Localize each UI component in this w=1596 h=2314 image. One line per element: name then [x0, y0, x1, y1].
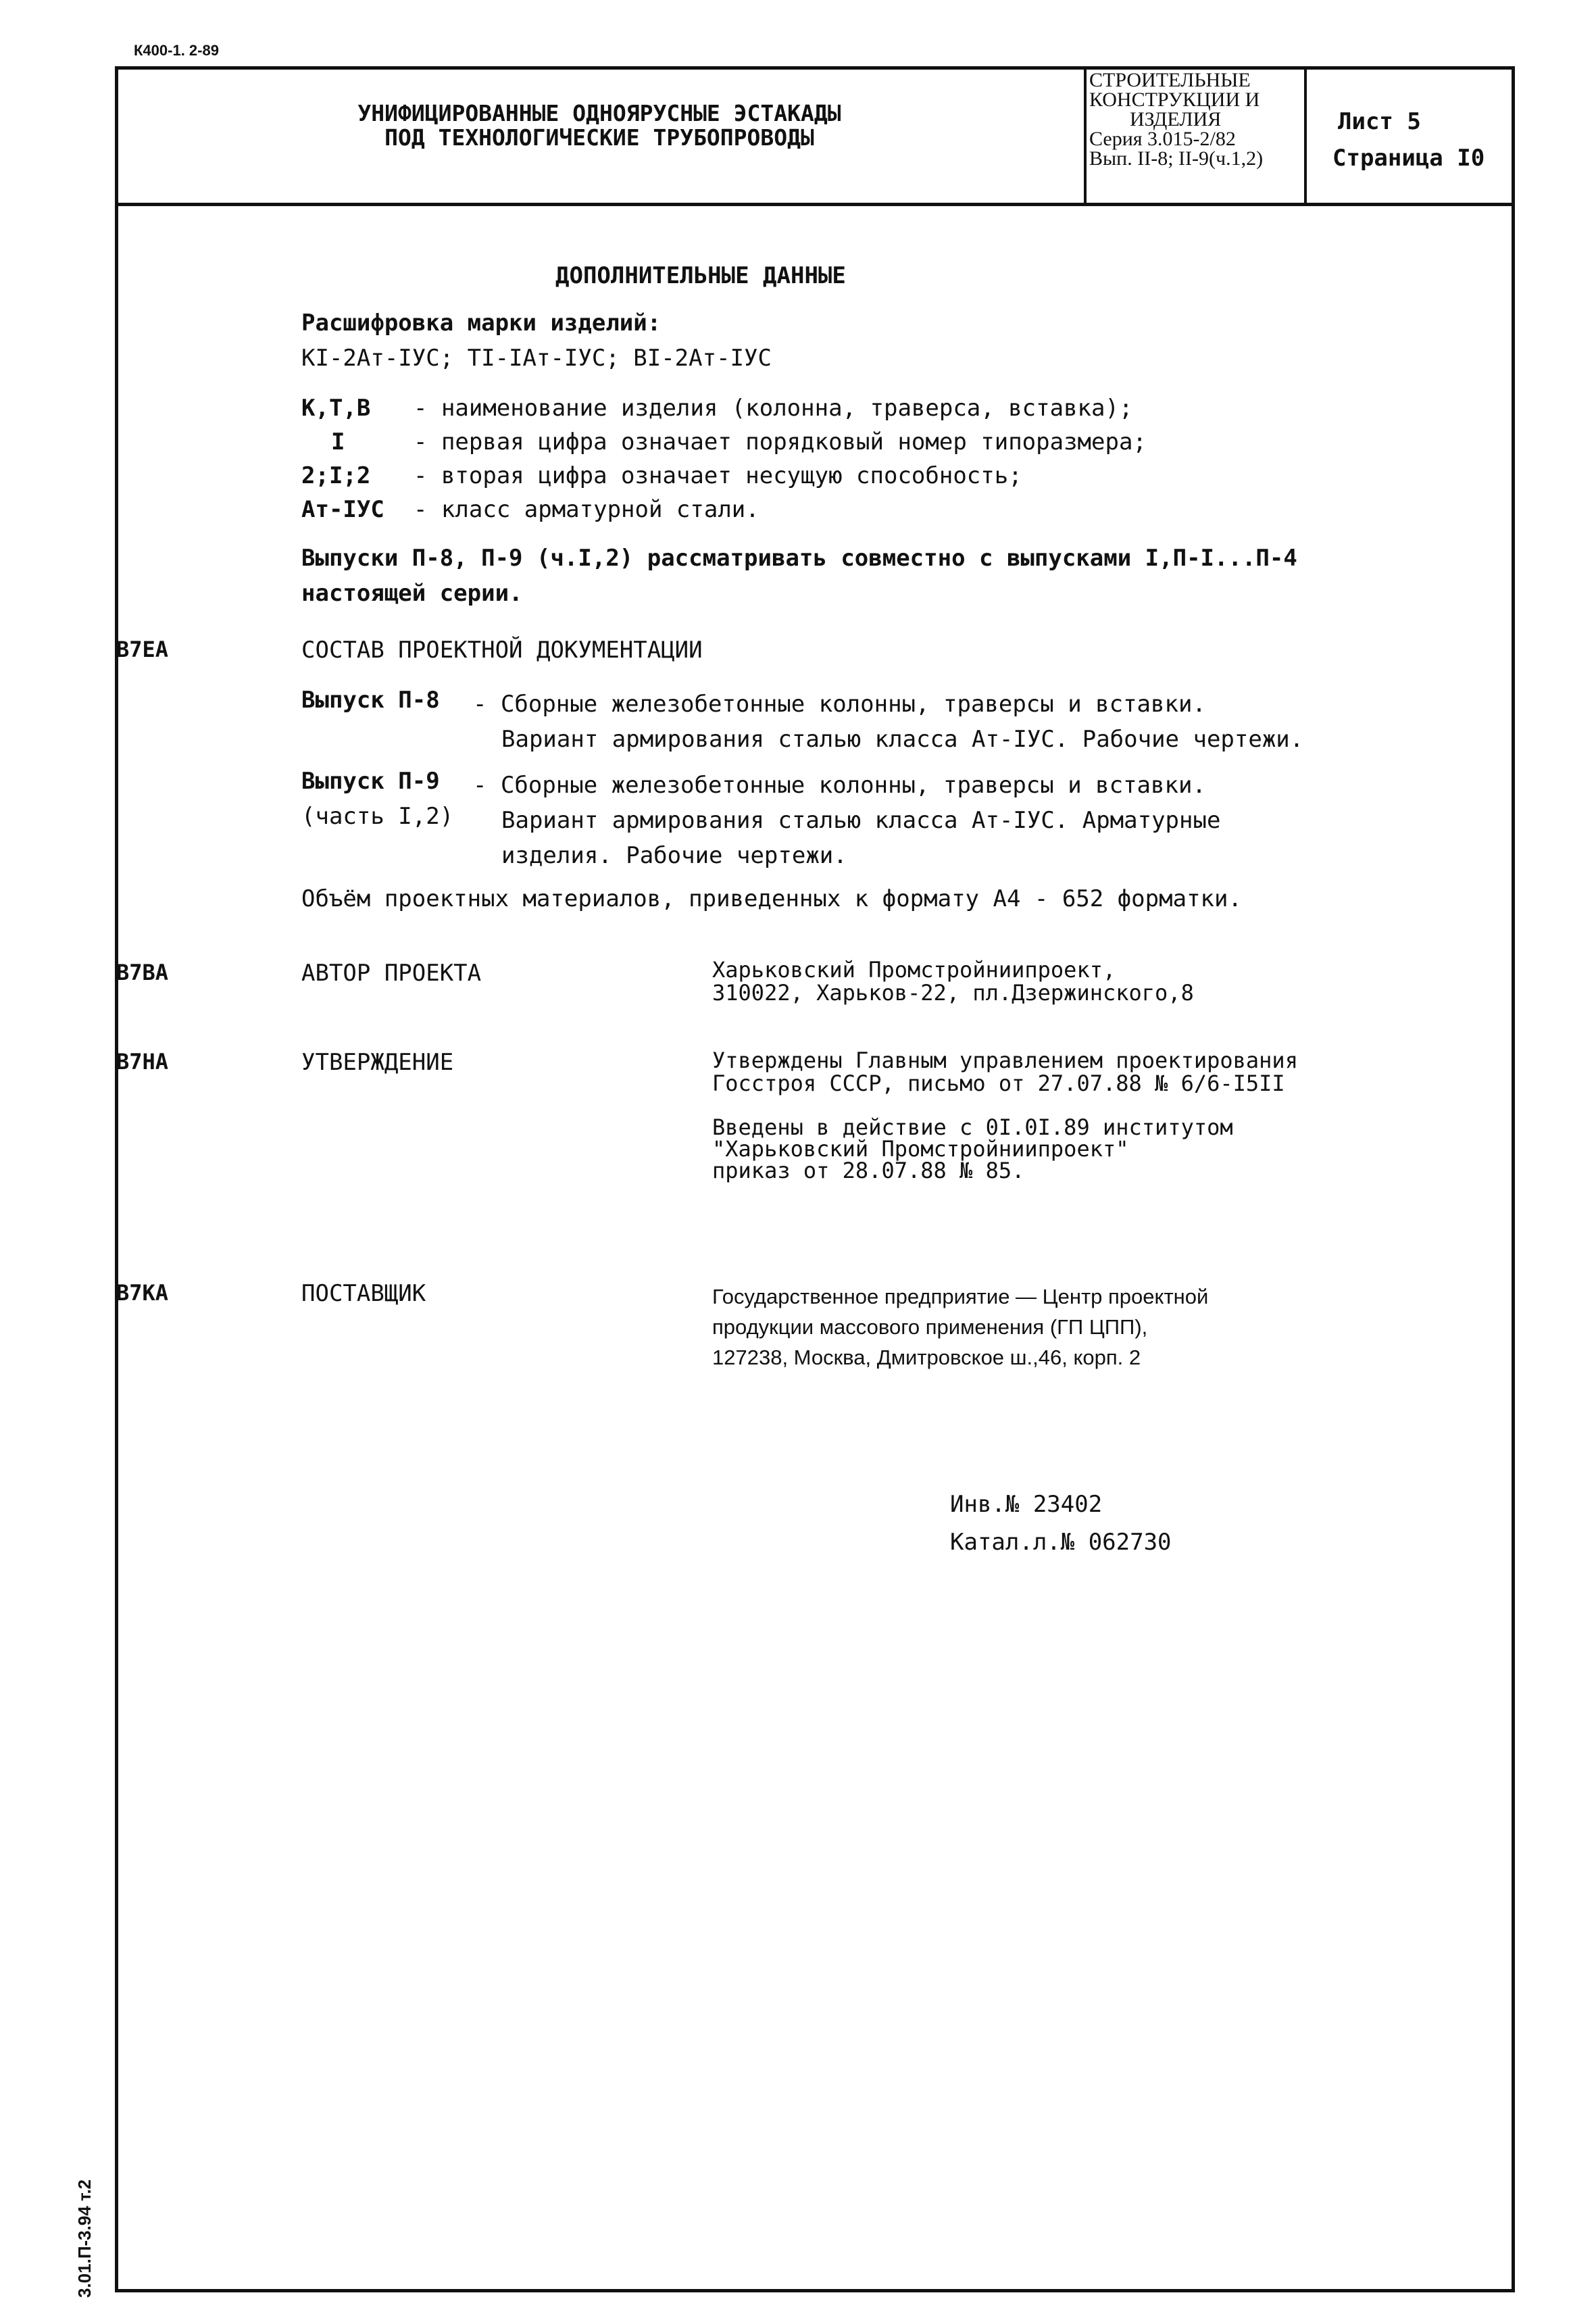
legend-desc-4: - класс арматурной стали. [414, 496, 759, 523]
marks-line: КI-2Ат-IУС; ТI-IАт-IУС; ВI-2Ат-IУС [301, 345, 772, 372]
header-vdivider-2 [1304, 66, 1307, 205]
legend-desc-2: - первая цифра означает порядковый номер типоразмера; [414, 428, 1147, 456]
decoding-title: Расшифровка марки изделий: [301, 310, 662, 337]
corner-code: К400-1. 2-89 [134, 42, 219, 59]
section-title-supplier: ПОСТАВЩИК [301, 1280, 426, 1307]
issue1-text: - Сборные железобетонные колонны, траверсы и вставки. Вариант армирования сталью класса Ат-IУС. Рабочие чертежи. [473, 691, 1304, 753]
supplier-address: Государственное предприятие — Центр проектной продукции массового применения (ГП ЦПП), 127238, Москва, Дмитровское ш.,46, корп. 2 [712, 1285, 1209, 1369]
legend-key-3: 2;I;2 [301, 462, 371, 489]
legend-key-4: Ат-IУС [301, 496, 384, 523]
header-vdivider-1 [1084, 66, 1087, 205]
section-code-composition: В7ЕА [116, 637, 169, 662]
issue2-text: - Сборные железобетонные колонны, траверсы и вставки. Вариант армирования сталью класса Ат-IУС. Арматурные изделия. Рабочие чертежи. [473, 772, 1221, 869]
issue1-label: Выпуск П-8 [301, 687, 440, 714]
legend-key-2: I [331, 428, 345, 456]
catalog-number: Катал.л.№ 062730 [950, 1529, 1172, 1556]
legend-key-1: К,Т,В [301, 395, 371, 422]
section-title-approval: УТВЕРЖДЕНИЕ [301, 1049, 454, 1076]
issue2-label: Выпуск П-9 [301, 768, 440, 795]
sheet-number: Лист 5 [1338, 108, 1421, 135]
section-code-approval: В7НА [116, 1049, 169, 1075]
legend-desc-3: - вторая цифра означает несущую способность; [414, 462, 1022, 489]
section-title-composition: СОСТАВ ПРОЕКТНОЙ ДОКУМЕНТАЦИИ [301, 637, 703, 664]
series-block: СТРОИТЕЛЬНЫЕ КОНСТРУКЦИИ И ИЗДЕЛИЯ Серия 3.015-2/82 Вып. II-8; II-9(ч.1,2) [1089, 69, 1264, 170]
legend-desc-1: - наименование изделия (колонна, траверса, вставка); [414, 395, 1133, 422]
author-address: Харьковский Промстройниипроект, 310022, Харьков-22, пл.Дзержинского,8 [712, 957, 1194, 1006]
page-heading: ДОПОЛНИТЕЛЬНЫЕ ДАННЫЕ [555, 262, 846, 289]
section-code-author: В7ВА [116, 960, 169, 985]
side-code: 3.01.П-3.94 т.2 [74, 2179, 95, 2298]
series-note: Выпуски П-8, П-9 (ч.I,2) рассматривать совместно с выпусками I,П-I...П-4 настоящей серии. [301, 545, 1297, 607]
section-code-supplier: В7КА [116, 1280, 169, 1306]
page-number: Страница I0 [1332, 145, 1485, 172]
inventory-number: Инв.№ 23402 [950, 1491, 1103, 1518]
volume-line: Объём проектных материалов, приведенных к формату А4 - 652 форматки. [301, 885, 1242, 912]
approval-text-2: Введены в действие с 0I.0I.89 институтом "Харьковский Промстройниипроект" приказ от 28.07.88 № 85. [712, 1114, 1233, 1183]
approval-text: Утверждены Главным управлением проектирования Госстроя СССР, письмо от 27.07.88 № 6/6-I5II [712, 1048, 1298, 1096]
header-title: УНИФИЦИРОВАННЫЕ ОДНОЯРУСНЫЕ ЭСТАКАДЫ ПОД ТЕХНОЛОГИЧЕСКИЕ ТРУБОПРОВОДЫ [357, 100, 841, 151]
section-title-author: АВТОР ПРОЕКТА [301, 960, 482, 987]
issue2-sublabel: (часть I,2) [301, 803, 454, 830]
